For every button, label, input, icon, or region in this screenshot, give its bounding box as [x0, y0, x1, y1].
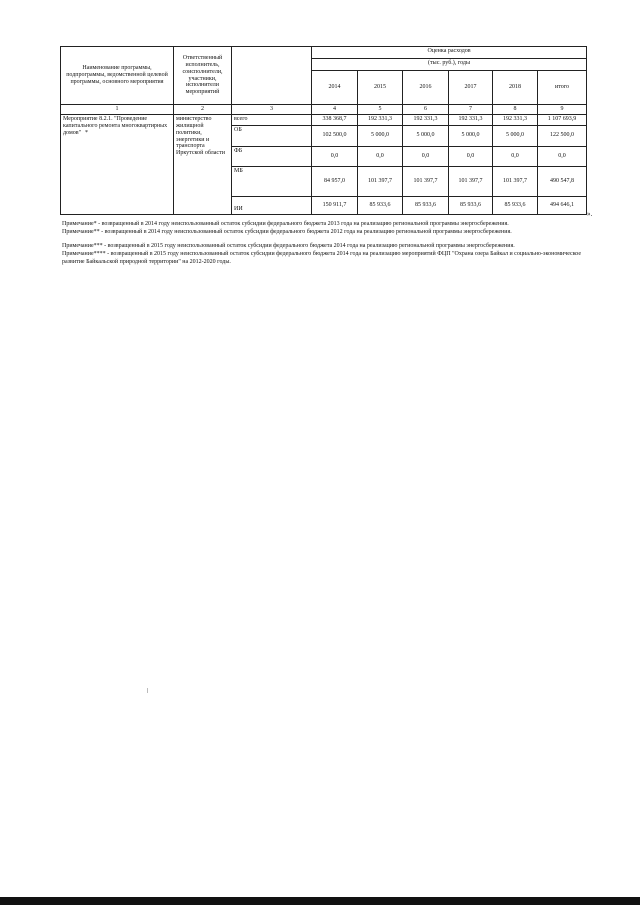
table-cell: 192 331,3	[358, 114, 403, 125]
table-cell: 101 397,7	[493, 166, 538, 196]
table-row	[61, 114, 587, 125]
note-3: Примечание*** - возвращенный в 2015 году неиспользованный остаток субсидии федерального бюджета 2014 года на реализацию региональной программы энергосбережения.	[62, 243, 515, 250]
funding-source: МБ	[232, 166, 312, 196]
closing-quote: ».	[587, 210, 593, 218]
activity-name: Мероприятие 8.2.1. "Проведение капитального ремонта многоквартирных домов"	[63, 115, 168, 136]
year-header: 2015	[358, 71, 403, 105]
executor-column-header: Ответственный исполнитель, соисполнители, участники, исполнители мероприятий	[174, 47, 232, 105]
note-4: Примечание**** - возвращенный в 2015 году неиспользованный остаток субсидии федерального бюджета 2014 года на реализацию мероприятий ФЦП "Охрана озера Байкал и социально-экономическое развитие Байкальской природной территории" на 2012-2020 годы.	[62, 251, 582, 266]
table-cell: 84 957,0	[312, 166, 358, 196]
column-index: 2	[174, 105, 232, 115]
note-2: Примечание** - возвращенный в 2014 году неиспользованный остаток субсидии федерального бюджета 2012 года на реализацию региональной программы энергосбережения.	[62, 229, 512, 236]
table-cell: 490 547,8	[538, 166, 587, 196]
table-cell: 5 000,0	[403, 125, 449, 146]
notes-section	[62, 220, 592, 266]
table-cell: 0,0	[538, 146, 587, 166]
table-cell: 101 397,7	[449, 166, 493, 196]
table-cell: 0,0	[493, 146, 538, 166]
activity-marker: *	[85, 129, 89, 136]
table-cell: 101 397,7	[358, 166, 403, 196]
funding-source: ФБ	[232, 146, 312, 166]
table-cell: 494 646,1	[538, 196, 587, 214]
column-index: 5	[358, 105, 403, 115]
year-header: 2016	[403, 71, 449, 105]
table-cell: 102 500,0	[312, 125, 358, 146]
table-cell: 0,0	[358, 146, 403, 166]
funding-source: ИИ	[232, 196, 312, 214]
table-cell: 5 000,0	[449, 125, 493, 146]
column-index: 7	[449, 105, 493, 115]
note-1: Примечание* - возвращенный в 2014 году неиспользованный остаток субсидии федерального бюджета 2013 года на реализацию региональной программы энергосбережения.	[62, 221, 509, 227]
column-index: 9	[538, 105, 587, 115]
table-cell: 192 331,3	[403, 114, 449, 125]
table-cell: 338 368,7	[312, 114, 358, 125]
activity-executor: министерство жилищной политики, энергетики и транспорта Иркутской области	[174, 114, 232, 214]
column-index: 4	[312, 105, 358, 115]
table-cell: 0,0	[312, 146, 358, 166]
year-header: 2018	[493, 71, 538, 105]
table-cell: 122 500,0	[538, 125, 587, 146]
source-column-header	[232, 47, 312, 105]
scan-speck	[147, 688, 148, 693]
table-cell: 192 331,3	[493, 114, 538, 125]
column-index: 6	[403, 105, 449, 115]
budget-table	[60, 46, 587, 215]
column-index: 8	[493, 105, 538, 115]
scan-bottom-edge	[0, 897, 640, 905]
year-header: 2017	[449, 71, 493, 105]
activity-name-cell	[61, 114, 174, 214]
expense-estimate-header: Оценка расходов	[312, 47, 587, 59]
table-cell: 85 933,6	[403, 196, 449, 214]
table-cell: 0,0	[403, 146, 449, 166]
table-cell: 5 000,0	[493, 125, 538, 146]
table-cell: 5 000,0	[358, 125, 403, 146]
table-cell: 101 397,7	[403, 166, 449, 196]
column-index: 1	[61, 105, 174, 115]
column-index: 3	[232, 105, 312, 115]
table-cell: 150 911,7	[312, 196, 358, 214]
table-cell: 85 933,6	[493, 196, 538, 214]
total-header: итого	[538, 71, 587, 105]
table-cell: 1 107 693,9	[538, 114, 587, 125]
funding-source: всего	[232, 114, 312, 125]
table-cell: 0,0	[449, 146, 493, 166]
table-cell: 85 933,6	[449, 196, 493, 214]
funding-source: ОБ	[232, 125, 312, 146]
table-cell: 192 331,3	[449, 114, 493, 125]
program-column-header: Наименование программы, подпрограммы, ведомственной целевой программы, основного мероприятия	[61, 47, 174, 105]
units-header: (тыс. руб.), годы	[312, 59, 587, 71]
year-header: 2014	[312, 71, 358, 105]
table-cell: 85 933,6	[358, 196, 403, 214]
